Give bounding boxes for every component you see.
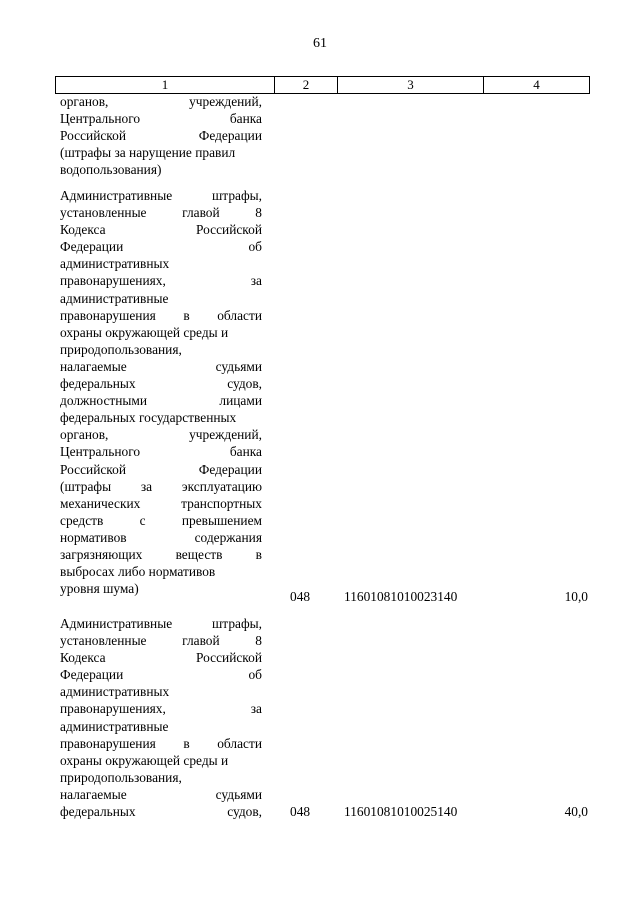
description-line: федеральных государственных — [60, 410, 237, 426]
description-word: 8 — [255, 205, 262, 221]
header-col-4: 4 — [533, 77, 540, 92]
description-word: органов, — [60, 427, 109, 443]
table-row-description — [60, 615, 262, 820]
description-word: за — [250, 273, 262, 289]
description-line — [60, 375, 262, 392]
description-line — [60, 426, 262, 443]
description-line — [60, 495, 262, 512]
description-word: Центрального — [60, 111, 141, 127]
description-line: административных — [60, 684, 170, 700]
table-row-continued-description — [60, 93, 262, 178]
table-header-row — [55, 76, 590, 94]
description-word: Центрального — [60, 444, 141, 460]
description-word: содержания — [194, 529, 262, 545]
description-line: охраны окружающей среды и — [60, 324, 229, 340]
description-line — [60, 127, 262, 144]
table-row-description — [60, 187, 262, 597]
description-line — [60, 615, 262, 632]
description-word: главой — [182, 633, 220, 649]
description-word: об — [248, 239, 262, 255]
description-line — [60, 786, 262, 803]
description-word: учреждений, — [189, 94, 262, 109]
description-word: судьями — [215, 786, 262, 802]
description-line — [60, 110, 262, 127]
description-line — [60, 803, 262, 820]
description-word: эксплуатацию — [181, 478, 262, 494]
description-word: транспортных — [181, 495, 262, 511]
description-word: учреждений, — [189, 427, 262, 443]
description-word: правонарушениях, — [60, 701, 166, 717]
description-word: за — [250, 701, 262, 717]
page-number: 61 — [313, 36, 327, 51]
description-word: веществ — [175, 546, 223, 562]
description-word: установленные — [60, 633, 147, 649]
description-line: выбросах либо нормативов — [60, 564, 216, 580]
description-word: правонарушения — [60, 307, 156, 323]
description-line — [60, 238, 262, 255]
kbk-code-cell: 11601081010025140 — [344, 804, 458, 819]
description-word: Кодекса — [60, 222, 106, 238]
description-line — [60, 632, 262, 649]
description-word: главой — [182, 205, 220, 221]
description-line — [60, 666, 262, 683]
description-word: Федерации — [198, 461, 262, 477]
description-line — [60, 478, 262, 495]
description-line — [60, 221, 262, 238]
description-word: штрафы, — [212, 616, 262, 631]
description-word: средств — [60, 512, 104, 528]
description-line — [60, 358, 262, 375]
description-word: механических — [60, 495, 141, 511]
description-line — [60, 307, 262, 324]
description-word: с — [139, 512, 146, 528]
description-line — [60, 649, 262, 666]
description-word: нормативов — [60, 529, 127, 545]
amount-cell: 40,0 — [564, 804, 588, 819]
description-line — [60, 272, 262, 289]
description-line: административные — [60, 718, 169, 734]
description-word: в — [183, 307, 190, 323]
description-word: органов, — [60, 94, 109, 109]
description-line: (штрафы за нарущение правил — [60, 145, 236, 161]
description-word: Административные — [60, 616, 173, 631]
description-word: лицами — [219, 393, 262, 409]
description-word: Российской — [60, 128, 126, 144]
description-line — [60, 392, 262, 409]
header-col-3: 3 — [338, 77, 484, 93]
description-word: Российской — [60, 461, 126, 477]
description-line — [60, 546, 262, 563]
description-line: водопользования) — [60, 162, 162, 178]
description-line — [60, 204, 262, 221]
amount-cell: 10,0 — [564, 589, 588, 604]
description-line: административных — [60, 256, 170, 272]
description-line — [60, 735, 262, 752]
description-word: правонарушениях, — [60, 273, 166, 289]
description-line — [60, 187, 262, 204]
description-word: федеральных — [60, 376, 136, 392]
description-word: превышением — [181, 512, 262, 528]
description-word: Российской — [196, 650, 262, 666]
description-line: уровня шума) — [60, 581, 139, 597]
description-word: Кодекса — [60, 650, 106, 666]
description-word: Российской — [196, 222, 262, 238]
description-word: установленные — [60, 205, 147, 221]
description-word: судьями — [215, 358, 262, 374]
description-word: в — [255, 546, 262, 562]
description-word: за — [140, 478, 153, 494]
description-line — [60, 443, 262, 460]
description-word: области — [217, 307, 262, 323]
description-line: административные — [60, 290, 169, 306]
description-word: Административные — [60, 188, 173, 203]
description-word: об — [248, 667, 262, 683]
description-word: Федерации — [60, 239, 124, 255]
description-word: федеральных — [60, 804, 136, 820]
description-line: природопользования, — [60, 769, 182, 785]
description-line: природопользования, — [60, 341, 182, 357]
admin-code-cell: 048 — [290, 804, 311, 819]
description-line — [60, 529, 262, 546]
description-word: судов, — [227, 804, 262, 820]
description-line — [60, 461, 262, 478]
description-word: в — [183, 735, 190, 751]
description-word: (штрафы — [60, 478, 112, 494]
description-word: банка — [229, 111, 262, 127]
kbk-code-cell: 11601081010023140 — [344, 589, 458, 604]
description-word: банка — [229, 444, 262, 460]
description-word: Федерации — [198, 128, 262, 144]
description-line: охраны окружающей среды и — [60, 752, 229, 768]
header-col-1: 1 — [56, 77, 275, 93]
description-word: должностными — [60, 393, 148, 409]
description-word: судов, — [227, 376, 262, 392]
description-line — [60, 512, 262, 529]
description-line — [60, 700, 262, 717]
description-word: Федерации — [60, 667, 124, 683]
description-word: правонарушения — [60, 735, 156, 751]
description-word: штрафы, — [212, 188, 262, 203]
description-line — [60, 93, 262, 110]
description-word: налагаемые — [60, 786, 127, 802]
admin-code-cell: 048 — [290, 589, 311, 604]
description-word: области — [217, 735, 262, 751]
description-word: налагаемые — [60, 358, 127, 374]
description-word: загрязняющих — [60, 546, 143, 562]
description-word: 8 — [255, 633, 262, 649]
header-col-2: 2 — [275, 77, 338, 93]
